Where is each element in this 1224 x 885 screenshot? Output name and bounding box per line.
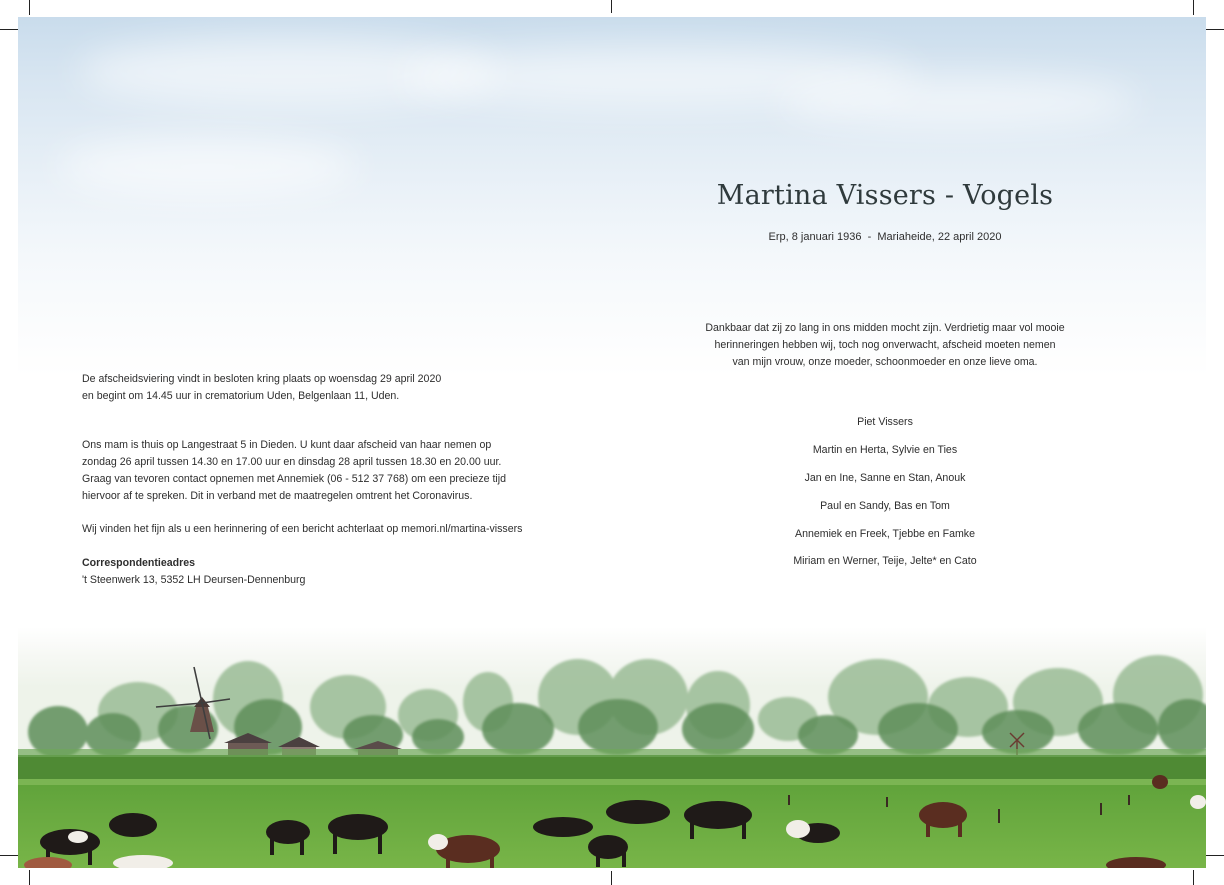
thanks-line: van mijn vrouw, onze moeder, schoonmoeder en onze lieve oma. (732, 355, 1038, 368)
crop-mark-top-right-h (1206, 29, 1224, 30)
crop-mark-top-left-v (29, 0, 30, 15)
cloud (778, 77, 1138, 127)
family-member: Jan en Ine, Sanne en Stan, Anouk (804, 471, 966, 484)
ceremony-line: De afscheidsviering vindt in besloten kring plaats op woensdag 29 april 2020 (82, 373, 442, 385)
crop-mark-bottom-mid-v (611, 871, 612, 885)
crop-mark-bottom-left-v (29, 870, 30, 885)
cloud (58, 137, 358, 197)
family-member: Martin en Herta, Sylvie en Ties (812, 443, 958, 456)
hedge (18, 755, 1206, 781)
correspondence-address: 't Steenwerk 13, 5352 LH Deursen-Dennenburg (82, 573, 306, 586)
crop-mark-top-mid-v (611, 0, 612, 13)
deceased-name-title: Martina Vissers - Vogels (716, 180, 1054, 211)
home-visit-line: hiervoor af te spreken. Dit in verband met de maatregelen omtrent het Coronavirus. (82, 489, 473, 502)
family-member: Miriam en Werner, Teije, Jelte* en Cato (793, 555, 977, 568)
home-visit-line: zondag 26 april tussen 14.30 en 17.00 uur en dinsdag 28 april tussen 18.30 en 20.00 uur. (82, 456, 502, 469)
crop-mark-top-left-h (0, 29, 18, 30)
practical-information (82, 371, 552, 588)
thanks-line: Dankbaar dat zij zo lang in ons midden mocht zijn. Verdrietig maar vol mooie (705, 322, 1065, 334)
memori-message: Wij vinden het fijn als u een herinnering of een bericht achterlaat op memori.nl/martina-vissers (82, 523, 523, 536)
thanks-paragraph (585, 320, 1185, 370)
family-member: Annemiek en Freek, Tjebbe en Famke (795, 527, 975, 540)
crop-mark-top-right-v (1193, 0, 1194, 15)
thanks-line: herinneringen hebben wij, toch nog onverwacht, afscheid moeten nemen (714, 338, 1056, 351)
birth-death-dates: Erp, 8 januari 1936 - Mariaheide, 22 april 2020 (768, 231, 1002, 243)
family-member: Paul en Sandy, Bas en Tom (820, 499, 950, 512)
crop-mark-bottom-right-h (1206, 855, 1224, 856)
crop-mark-bottom-left-h (0, 855, 18, 856)
landscape-photo (18, 637, 1206, 868)
family-member: Piet Vissers (857, 416, 913, 428)
correspondence-heading: Correspondentieadres (82, 556, 196, 569)
home-visit-line: Ons mam is thuis op Langestraat 5 in Dieden. U kunt daar afscheid van haar nemen op (82, 439, 492, 452)
ceremony-line: en begint om 14.45 uur in crematorium Uden, Belgenlaan 11, Uden. (82, 389, 400, 402)
home-visit-line: Graag van tevoren contact opnemen met Annemiek (06 - 512 37 768) om een precieze tijd (82, 472, 506, 485)
family-list (585, 414, 1185, 581)
crop-mark-bottom-right-v (1193, 870, 1194, 885)
